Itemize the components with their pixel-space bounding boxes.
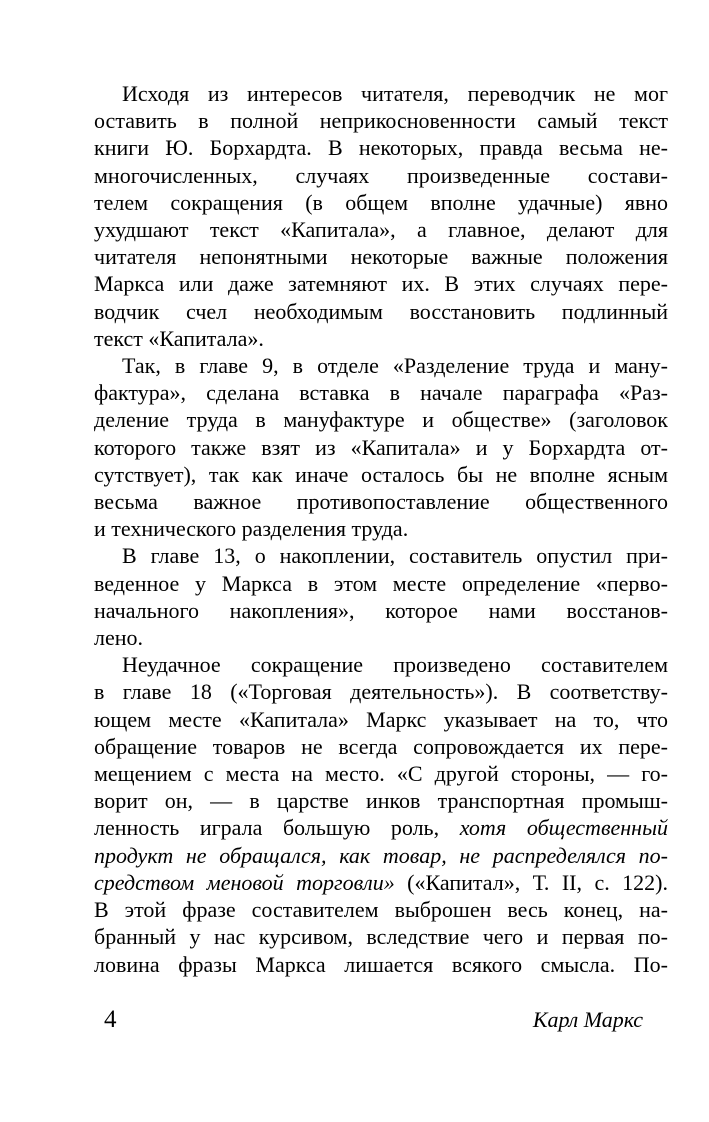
text-segment: телем сокращения (в общем вполне удачные) явно bbox=[94, 189, 668, 215]
text-segment: веденное у Маркса в этом месте определение «перво- bbox=[94, 570, 668, 596]
text-segment: ленность играла большую роль, bbox=[94, 815, 460, 841]
text-segment: В главе 13, о накоплении, составитель опустил при- bbox=[122, 543, 668, 569]
text-line bbox=[94, 243, 668, 270]
text-line bbox=[94, 379, 668, 406]
text-line bbox=[94, 624, 668, 651]
text-line bbox=[94, 951, 668, 978]
text-line bbox=[94, 787, 668, 814]
text-line bbox=[94, 162, 668, 189]
text-segment: оставить в полной неприкосновенности самый текст bbox=[94, 108, 668, 134]
text-line bbox=[94, 923, 668, 950]
text-segment: и технического разделения труда. bbox=[94, 516, 409, 542]
text-line bbox=[94, 134, 668, 161]
paragraph-3 bbox=[94, 542, 668, 651]
text-segment: в главе 18 («Торговая деятельность»). В соответству- bbox=[94, 679, 668, 705]
text-line bbox=[94, 760, 668, 787]
text-line bbox=[94, 352, 668, 379]
page-footer bbox=[104, 1006, 643, 1034]
text-line bbox=[94, 678, 668, 705]
paragraph-4 bbox=[94, 651, 668, 977]
text-line bbox=[94, 733, 668, 760]
text-segment: ловина фразы Маркса лишается всякого смысла. По- bbox=[94, 951, 668, 977]
text-segment: Исходя из интересов читателя, переводчик не мог bbox=[122, 81, 668, 106]
text-segment: Маркса или даже затемняют их. В этих случаях пере- bbox=[94, 271, 668, 297]
running-footer-author: Карл Маркс bbox=[532, 1007, 643, 1032]
text-line bbox=[94, 515, 668, 542]
text-line bbox=[94, 298, 668, 325]
text-segment: сутствует), так как иначе осталось бы не вполне ясным bbox=[94, 461, 668, 487]
text-segment: лено. bbox=[94, 625, 144, 651]
text-segment: которого также взят из «Капитала» и у Борхардта от- bbox=[94, 434, 668, 460]
text-segment: Неудачное сокращение произведено составителем bbox=[122, 652, 668, 678]
text-line bbox=[94, 406, 668, 433]
text-line bbox=[94, 325, 668, 352]
text-line bbox=[94, 216, 668, 243]
text-line bbox=[94, 542, 668, 569]
body-text-block bbox=[94, 80, 668, 978]
text-segment: ворит он, — в царстве инков транспортная промыш- bbox=[94, 788, 668, 814]
text-line bbox=[94, 706, 668, 733]
text-segment: многочисленных, случаях произведенные состави- bbox=[94, 162, 668, 188]
text-line bbox=[94, 434, 668, 461]
text-line bbox=[94, 896, 668, 923]
text-segment: мещением с места на место. «С другой стороны, — го- bbox=[94, 761, 668, 787]
italic-segment: продукт не обращался, как товар, не распределялся по- bbox=[94, 842, 668, 868]
text-segment: ющем месте «Капитала» Маркс указывает на то, что bbox=[94, 706, 668, 732]
text-line bbox=[94, 270, 668, 297]
paragraph-2 bbox=[94, 352, 668, 542]
text-segment: начального накопления», которое нами восстанов- bbox=[94, 597, 668, 623]
text-segment: книги Ю. Борхардта. В некоторых, правда весьма не- bbox=[94, 135, 668, 161]
text-segment: весьма важное противопоставление общественного bbox=[94, 489, 668, 515]
paragraph-1 bbox=[94, 80, 668, 352]
text-segment: обращение товаров не всегда сопровождается их пере- bbox=[94, 733, 668, 759]
text-line bbox=[94, 869, 668, 896]
text-segment: читателя непонятными некоторые важные положения bbox=[94, 244, 668, 270]
text-line bbox=[94, 842, 668, 869]
italic-segment: средством меновой торговли» bbox=[94, 869, 395, 895]
text-segment: бранный у нас курсивом, вследствие чего и первая по- bbox=[94, 924, 668, 950]
text-segment: В этой фразе составителем выброшен весь конец, на- bbox=[94, 897, 668, 923]
text-line bbox=[94, 570, 668, 597]
text-line bbox=[94, 461, 668, 488]
text-segment: Так, в главе 9, в отделе «Разделение труда и ману- bbox=[122, 353, 668, 379]
text-line bbox=[94, 189, 668, 216]
text-segment: водчик счел необходимым восстановить подлинный bbox=[94, 298, 668, 324]
text-line bbox=[94, 597, 668, 624]
text-line bbox=[94, 107, 668, 134]
text-segment: деление труда в мануфактуре и обществе» (заголовок bbox=[94, 407, 668, 433]
text-segment: фактура», сделана вставка в начале параграфа «Раз- bbox=[94, 380, 668, 406]
text-line bbox=[94, 651, 668, 678]
text-line bbox=[94, 80, 668, 107]
text-segment: текст «Капитала». bbox=[94, 325, 264, 351]
text-line bbox=[94, 488, 668, 515]
italic-segment: хотя общественный bbox=[459, 815, 668, 841]
text-line bbox=[94, 814, 668, 841]
text-segment: («Капитал», Т. II, с. 122). bbox=[394, 869, 668, 895]
page-number: 4 bbox=[104, 1006, 117, 1033]
text-segment: ухудшают текст «Капитала», а главное, делают для bbox=[94, 217, 668, 243]
